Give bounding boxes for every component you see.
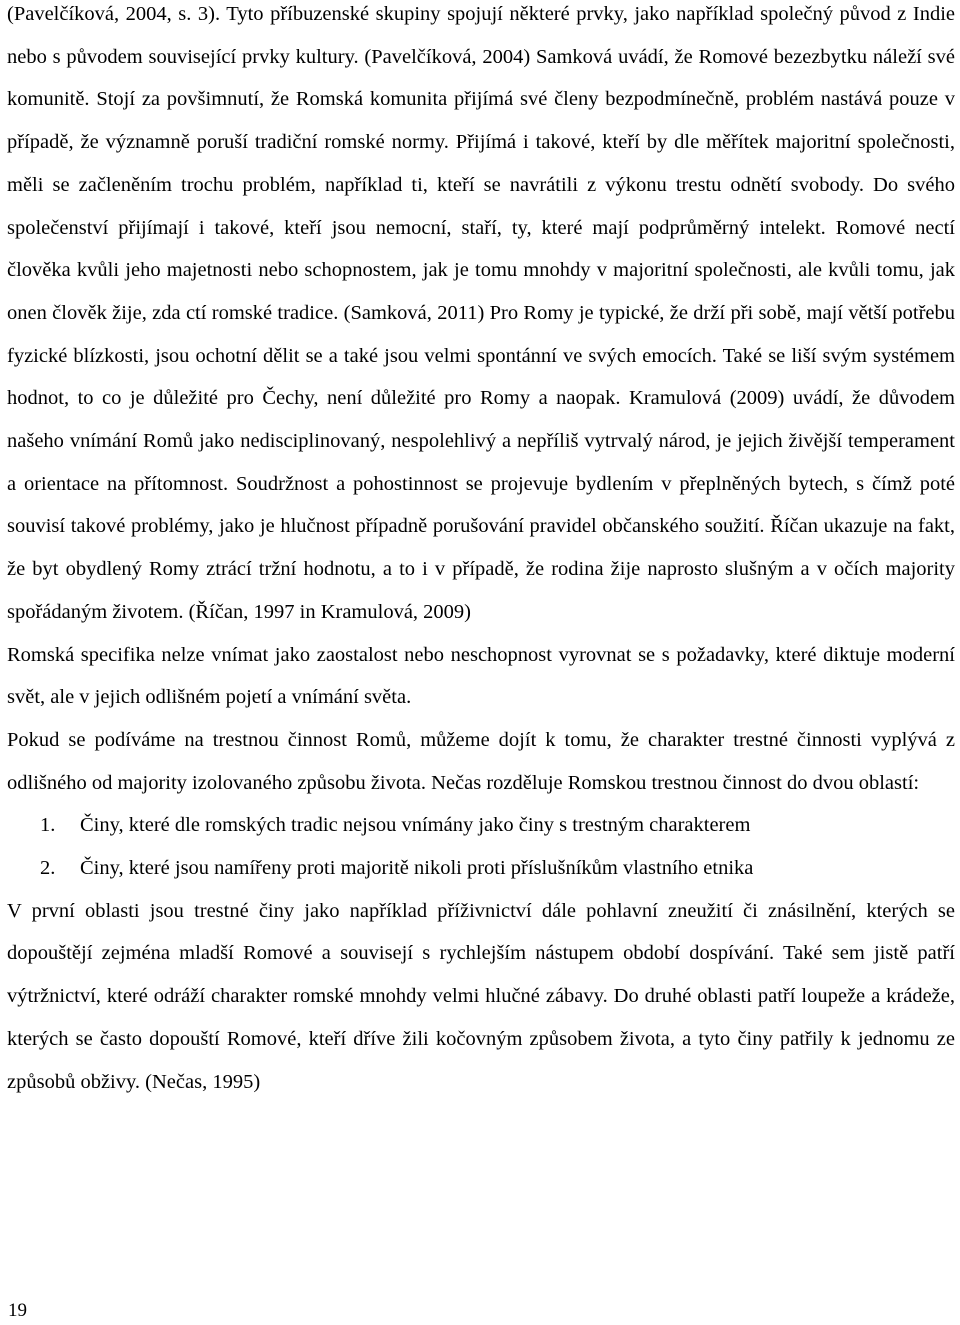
- list-item: [7, 804, 955, 847]
- list-item-number: 1.: [40, 814, 56, 837]
- page-number: 19: [8, 1300, 27, 1321]
- paragraph-oblasti-trestne-cinnosti: V první oblasti jsou trestné činy jako například příživnictví dále pohlavní zneužití či znásilnění, kterých se dopouštějí zejména mladší Romové a souvisejí s rychlejším nástupem období dospívání. Také sem jistě patří výtržnictví, které odráží charakter romské mnohdy velmi hlučné zábavy. Do druhé oblasti patří loupeže a krádeže, kterých se často dopouští Romové, kteří dříve žili kočovným způsobem života, a tyto činy patřily k jednomu ze způsobů obživy. (Nečas, 1995): [7, 899, 955, 1093]
- list-item-text: Činy, které dle romských tradic nejsou vnímány jako činy s trestným charakterem: [80, 814, 751, 837]
- list-item: [7, 847, 955, 890]
- numbered-list: [7, 804, 955, 889]
- paragraph-romska-komunita: (Pavelčíková, 2004, s. 3). Tyto příbuzenské skupiny spojují některé prvky, jako například společný původ z Indie nebo s původem související prvky kultury. (Pavelčíková, 2004) Samková uvádí, že Romové bezezbytku náleží své komunitě. Stojí za povšimnutí, že Romská komunita přijímá své členy bezpodmínečně, problém nastává pouze v případě, že významně poruší tradiční romské normy. Přijímá i takové, kteří by dle měřítek majoritní společnosti, měli se začleněním trochu problém, například ti, kteří se navrátili z výkonu trestu odnětí svobody. Do svého společenství přijímají i takové, kteří jsou nemocní, staří, ty, které mají podprůměrný intelekt. Romové nectí člověka kvůli jeho majetnosti nebo schopnostem, jak je tomu mnohdy v majoritní společnosti, ale kvůli tomu, jak onen člověk žije, zda ctí romské tradice. (Samková, 2011) Pro Romy je typické, že drží při sobě, mají větší potřebu fyzické blízkosti, jsou ochotní dělit se a také jsou velmi spontánní ve svých emocích. Také se liší svým systémem hodnot, to co je důležité pro Čechy, není důležité pro Romy a naopak. Kramulová (2009) uvádí, že důvodem našeho vnímání Romů jako nedisciplinovaný, nespolehlivý a nepříliš vytrvalý národ, je jejich živější temperament a orientace na přítomnost. Soudržnost a pohostinnost se projevuje bydlením v přeplněných bytech, s čímž poté souvisí takové problémy, jako je hlučnost případně porušování pravidel občanského soužití. Říčan ukazuje na fakt, že byt obydlený Romy ztrácí tržní hodnotu, a to i v případě, že rodina žije naprosto slušným a v očích majority spořádaným životem. (Říčan, 1997 in Kramulová, 2009): [7, 3, 955, 623]
- list-item-text: Činy, které jsou namířeny proti majoritě nikoli proti příslušníkům vlastního etnika: [80, 857, 754, 880]
- paragraph-romska-specifika: Romská specifika nelze vnímat jako zaostalost nebo neschopnost vyrovnat se s požadavky, které diktuje moderní svět, ale v jejich odlišném pojetí a vnímání světa.: [7, 643, 955, 709]
- paragraph-trestna-cinnost: Pokud se podíváme na trestnou činnost Romů, můžeme dojít k tomu, že charakter trestné činnosti vyplývá z odlišného od majority izolovaného způsobu života. Nečas rozděluje Romskou trestnou činnost do dvou oblastí:: [7, 728, 955, 794]
- document-page: [7, 0, 955, 1103]
- list-item-number: 2.: [40, 857, 56, 880]
